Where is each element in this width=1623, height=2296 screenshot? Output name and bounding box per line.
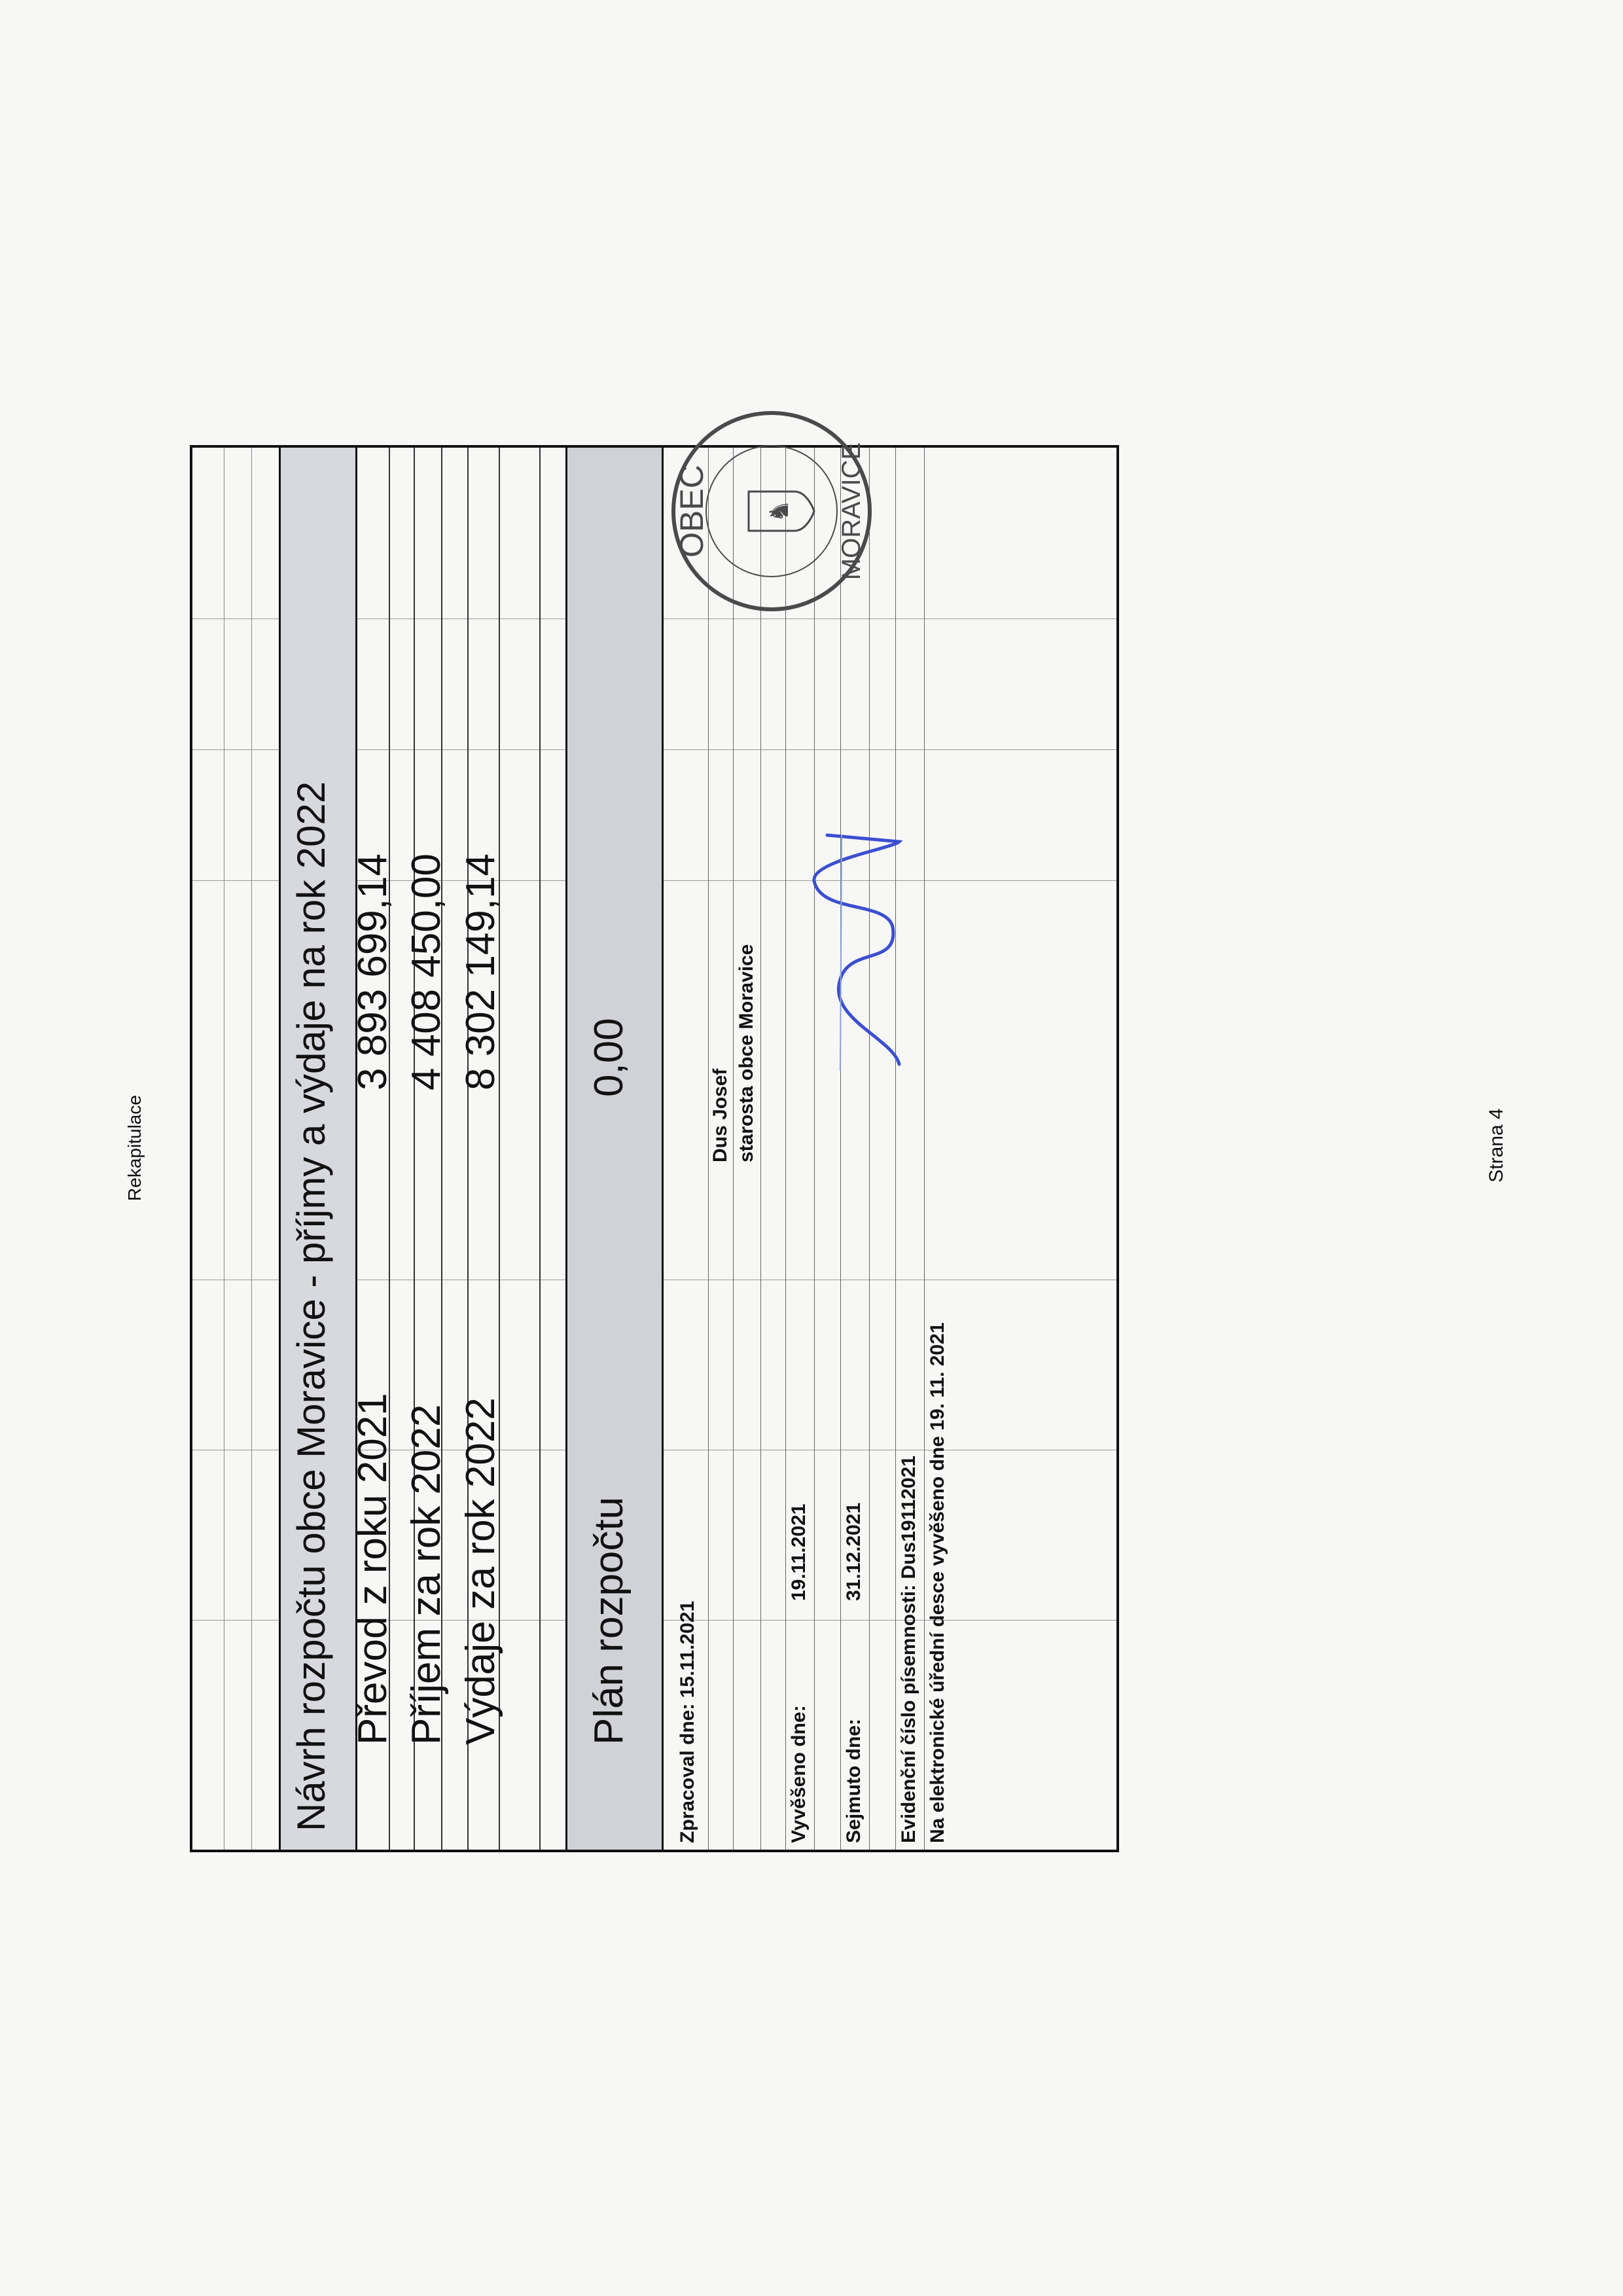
stamp-image [664,403,880,619]
posted-label: Vyvěšeno dne: [788,1705,810,1843]
posted-value: 19.11.2021 [788,1503,810,1601]
sheet-border [190,442,1119,1852]
plan-value: 0,00 [586,1018,632,1097]
row-label-income: Příjem za rok 2022 [404,1404,449,1745]
stamp-bottom-text: MORAVICE [837,442,866,581]
removed-label: Sejmuto dne: [843,1718,865,1843]
title-band [279,448,357,1850]
plan-label: Plán rozpočtu [586,1496,632,1745]
svg-text:♞: ♞ [765,499,794,523]
removed-value: 31.12.2021 [843,1502,865,1601]
budget-sheet [190,442,1119,1852]
signature-image [801,829,932,1077]
plan-band [565,448,664,1850]
row-label-expenses: Výdaje za rok 2022 [458,1397,503,1745]
row-value-income: 4 408 450,00 [404,853,449,1090]
processed-text: Zpracoval dne: 15.11.2021 [677,1600,698,1843]
document-title: Návrh rozpočtu obce Moravice - příjmy a výdaje na rok 2022 [289,781,333,1831]
row-label-transfer: Převod z roku 2021 [350,1393,395,1745]
page-header: Rekapitulace [124,1095,145,1201]
evidence-number: Evidenční číslo písemnosti: Dus19112021 [898,1456,919,1843]
electronic-posting: Na elektronické úřední desce vyvěšeno dne 19. 11. 2021 [927,1322,948,1843]
row-value-expenses: 8 302 149,14 [458,853,503,1090]
signer-role: starosta obce Moravice [736,944,757,1162]
signer-name: Dus Josef [709,1068,731,1162]
row-value-transfer: 3 893 699,14 [350,853,395,1090]
stamp-top-text: OBEC [673,465,710,558]
page-footer: Strana 4 [1486,1108,1507,1183]
